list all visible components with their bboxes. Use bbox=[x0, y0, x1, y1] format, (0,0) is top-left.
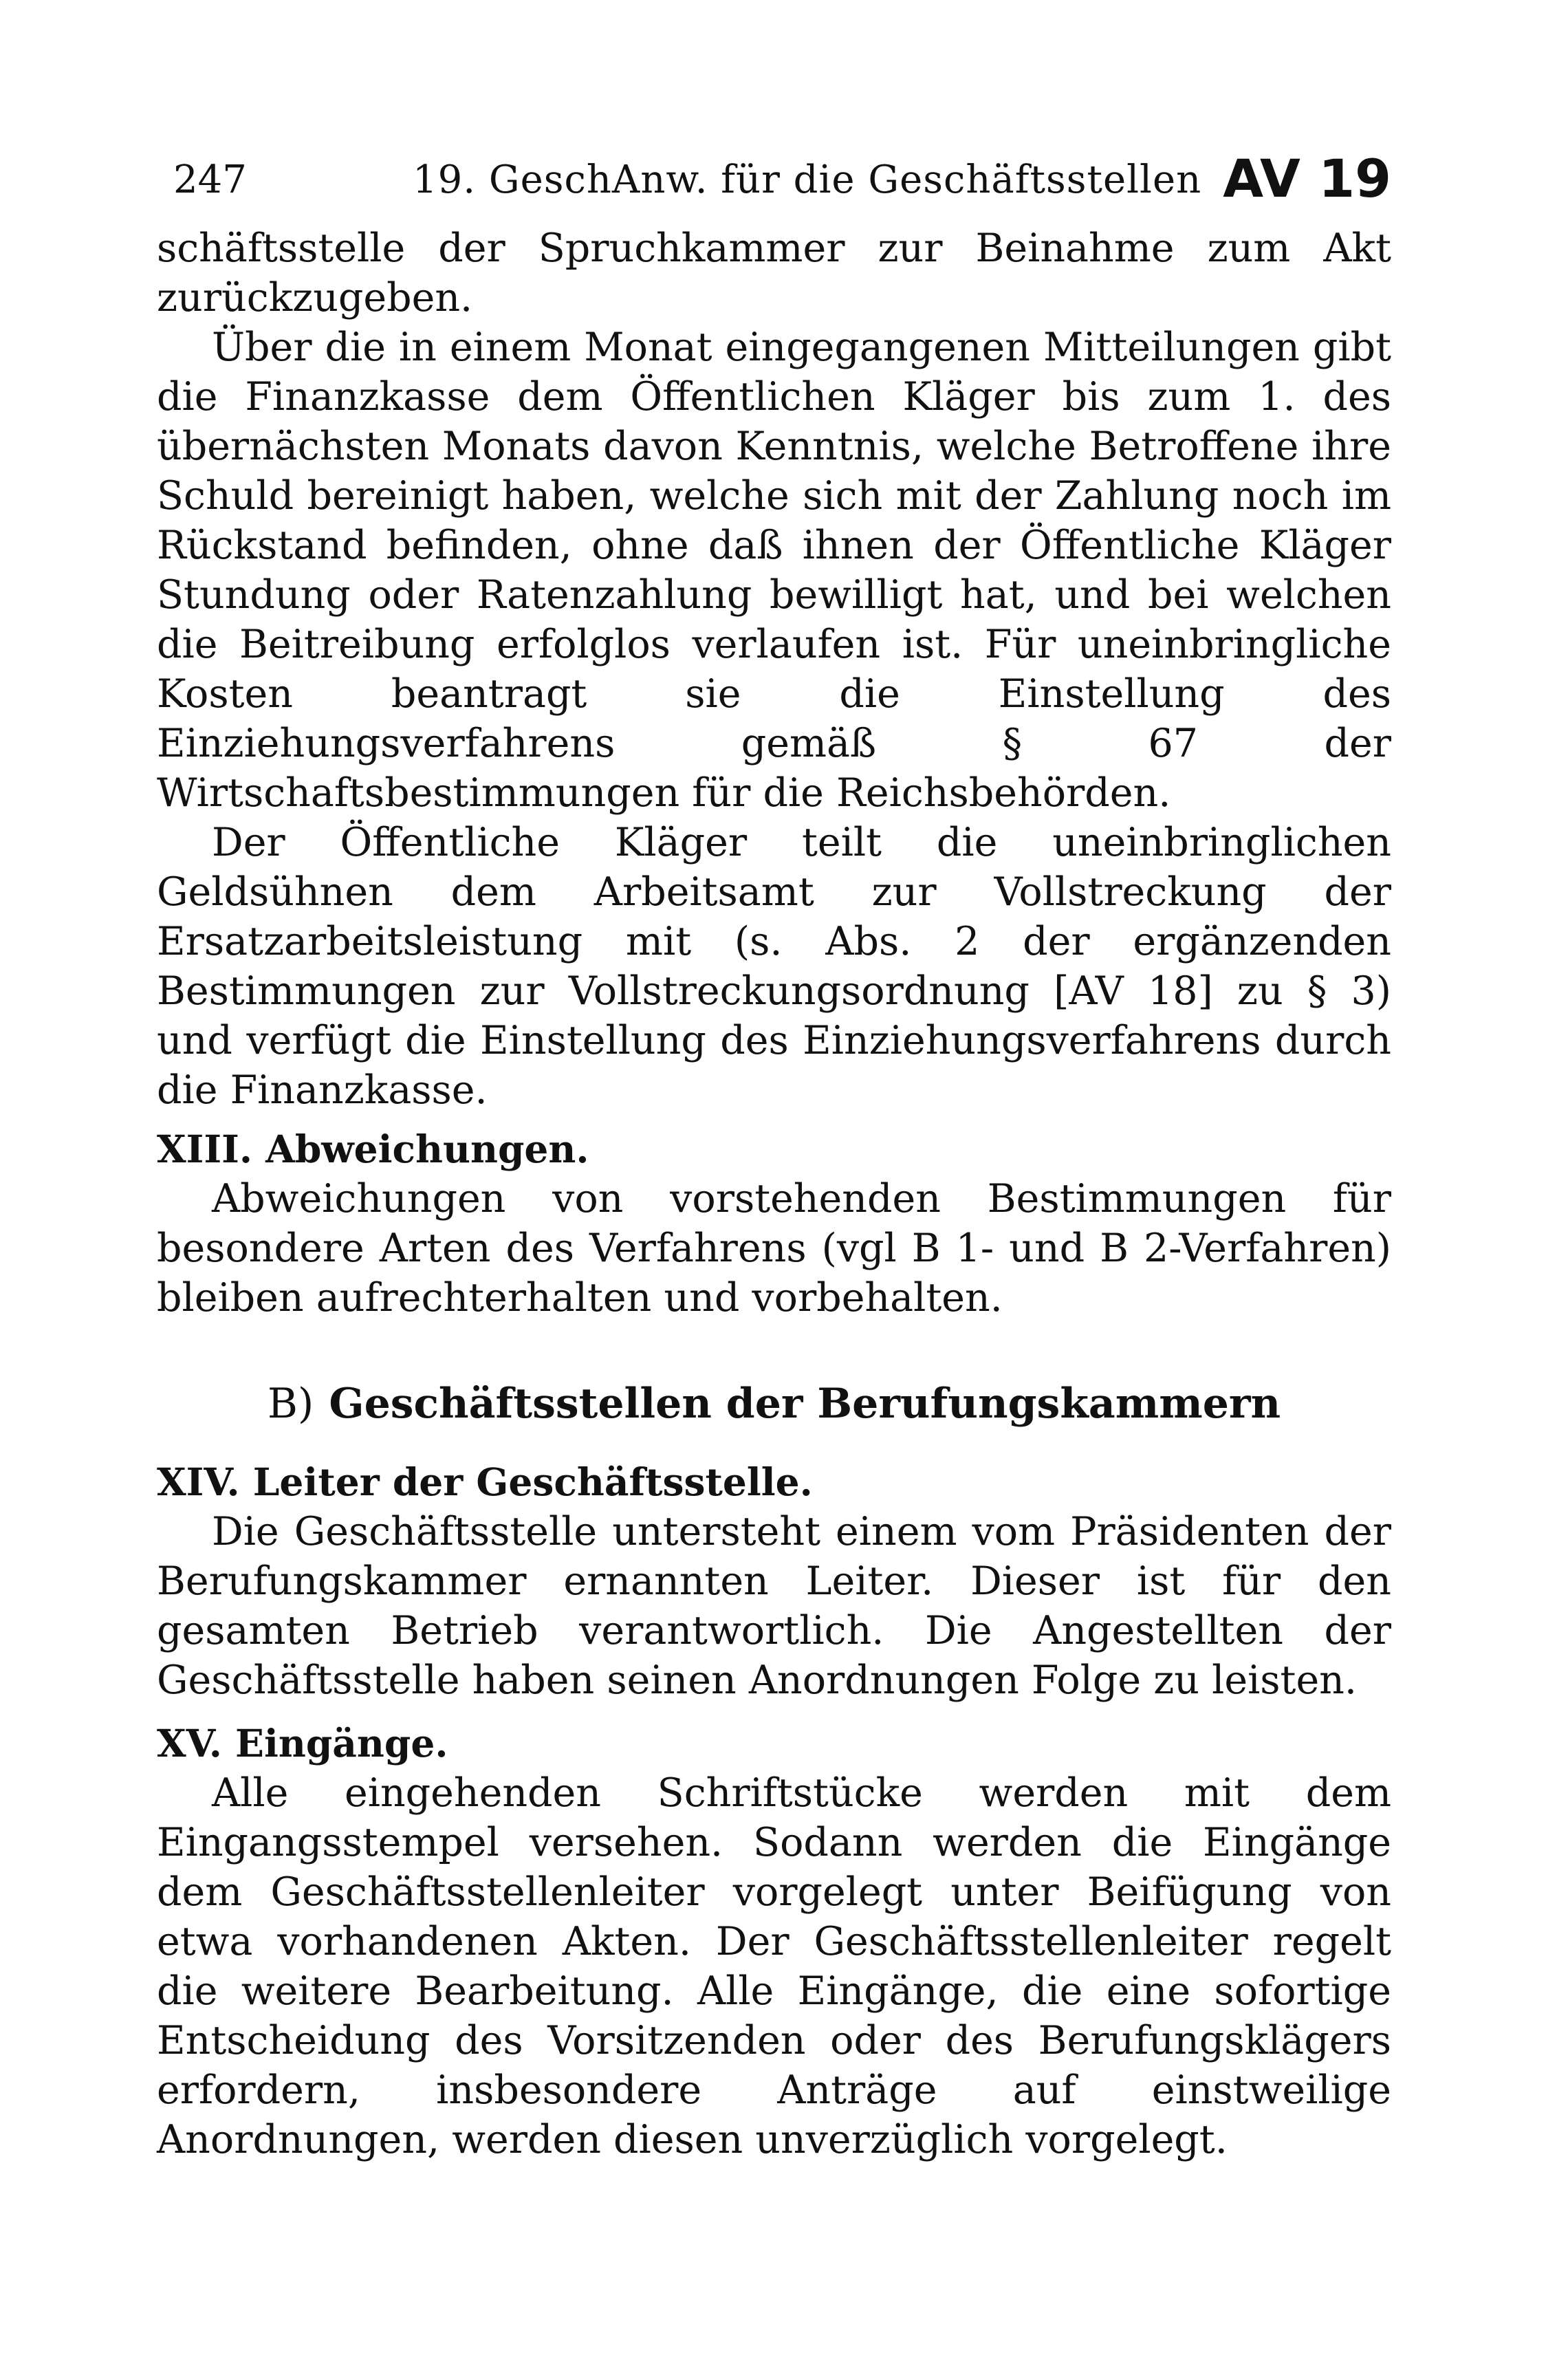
part-b-marker: B) bbox=[267, 1380, 314, 1428]
document-page bbox=[157, 148, 1391, 2164]
section-heading-xv: XV. Eingänge. bbox=[157, 1721, 448, 1766]
running-title: 19. GeschAnw. für die Geschäftsstellen bbox=[413, 158, 1202, 202]
section-text-xiii: Abweichungen von vorstehenden Bestimmungen für besondere Arten des Verfahrens (vgl B 1- und B 2-Verfahren) bleiben aufrechterhalten und vorbehalten. bbox=[157, 1176, 1391, 1321]
part-b-heading bbox=[157, 1378, 1391, 1430]
paragraph-finanzkasse-mitteilungen: Über die in einem Monat eingegangenen Mitteilungen gibt die Finanzkasse dem Öffentlichen Kläger bis zum 1. des übernächsten Monats davon Kenntnis, welche Betroffene ihre Schuld bereinigt haben, welche sich mit der Zahlung noch im Rückstand befinden, ohne daß ihnen der Öffentliche Kläger Stundung oder Ratenzahlung bewilligt hat, und bei welchen die Beitreibung erfolglos verlaufen ist. Für uneinbringliche Kosten beantragt sie die Einstellung des Einziehungsverfahrens gemäß § 67 der Wirtschaftsbestimmungen für die Reichsbehörden. bbox=[157, 325, 1391, 816]
paragraph-geldsuehnen: Der Öffentliche Kläger teilt die uneinbringlichen Geldsühnen dem Arbeitsamt zur Vollstreckung der Ersatzarbeitsleistung mit (s. Abs. 2 der ergänzenden Bestimmungen zur Vollstreckungsordnung [AV 18] zu § 3) und verfügt die Einstellung des Einziehungsverfahrens durch die Finanzkasse. bbox=[157, 820, 1391, 1113]
section-text-xv: Alle eingehenden Schriftstücke werden mit dem Eingangsstempel versehen. Sodann werden die Eingänge dem Geschäftsstellenleiter vorgelegt unter Beifügung von etwa vorhandenen Akten. Der Geschäftsstellenleiter regelt die weitere Bearbeitung. Alle Eingänge, die eine sofortige Entscheidung des Vorsitzenden oder des Berufungsklägers erfordern, insbesondere Anträge auf einstweilige Anordnungen, werden diesen unverzüglich vorgelegt. bbox=[157, 1770, 1391, 2162]
page-number: 247 bbox=[173, 158, 247, 202]
section-heading-xiii: XIII. Abweichungen. bbox=[157, 1127, 589, 1171]
section-heading-xiv: XIV. Leiter der Geschäftsstelle. bbox=[157, 1459, 813, 1504]
paragraph-continuation: schäftsstelle der Spruchkammer zur Beinahme zum Akt zurückzugeben. bbox=[157, 226, 1391, 321]
section-code: AV 19 bbox=[1223, 148, 1391, 209]
part-b-title: Geschäftsstellen der Berufungskammern bbox=[329, 1380, 1281, 1428]
page-header bbox=[157, 148, 1391, 224]
section-text-xiv: Die Geschäftsstelle untersteht einem vom Präsidenten der Berufungskammer ernannten Leiter. Dieser ist für den gesamten Betrieb verantwortlich. Die Angestellten der Geschäftsstelle haben seinen Anordnungen Folge zu leisten. bbox=[157, 1509, 1391, 1703]
